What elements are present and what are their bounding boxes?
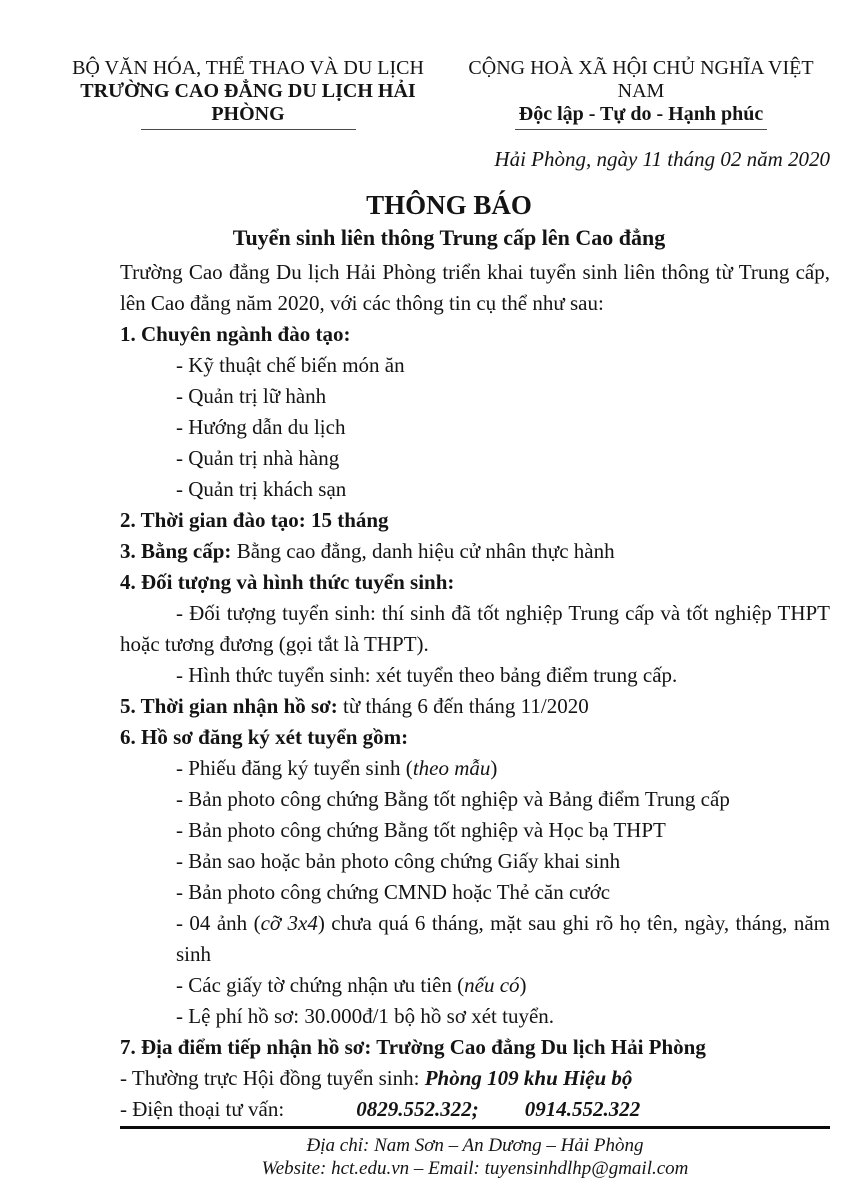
item-italic-note: theo mẫu xyxy=(412,756,491,780)
section-6-item: - Bản photo công chứng CMND hoặc Thẻ căn cước xyxy=(176,880,611,904)
section-1-item: - Kỹ thuật chế biến món ăn xyxy=(176,353,405,377)
footer-divider xyxy=(120,1126,830,1129)
section-1-item: - Quản trị lữ hành xyxy=(176,384,327,408)
phone-line xyxy=(120,1094,830,1125)
section-3-text: Bằng cao đẳng, danh hiệu cử nhân thực hành xyxy=(231,539,615,563)
section-3-line xyxy=(120,536,830,567)
item-text: ) xyxy=(490,756,498,780)
section-1-item: - Quản trị khách sạn xyxy=(176,477,347,501)
national-header-block xyxy=(454,57,828,130)
admission-council-label: - Thường trực Hội đồng tuyển sinh: xyxy=(120,1066,425,1090)
national-motto-line: Độc lập - Tự do - Hạnh phúc xyxy=(518,103,764,125)
section-6-item xyxy=(120,753,830,784)
phone-number-1: 0829.552.322; xyxy=(356,1097,479,1121)
admission-council-room: Phòng 109 khu Hiệu bộ xyxy=(424,1066,633,1090)
item-text: ) chưa quá 6 tháng, mặt sau ghi rõ họ tên, ngày, tháng, năm sinh xyxy=(176,911,830,966)
document-footer xyxy=(120,1126,830,1180)
section-6-item xyxy=(120,908,830,970)
national-name-line: CỘNG HOÀ XÃ HỘI CHỦ NGHĨA VIỆT NAM xyxy=(468,57,814,102)
document-header xyxy=(68,0,849,130)
org-ministry-name: BỘ VĂN HÓA, THỂ THAO VÀ DU LỊCH xyxy=(72,57,424,79)
section-4-item: - Đối tượng tuyển sinh: thí sinh đã tốt nghiệp Trung cấp và tốt nghiệp THPT hoặc tương đương (gọi tắt là THPT). xyxy=(120,601,830,656)
section-2-heading: 2. Thời gian đào tạo: 15 tháng xyxy=(120,508,389,532)
section-4-heading: 4. Đối tượng và hình thức tuyển sinh: xyxy=(120,570,455,594)
section-5-text: từ tháng 6 đến tháng 11/2020 xyxy=(337,694,589,718)
section-5-line xyxy=(120,691,830,722)
section-6-item: - Bản photo công chứng Bằng tốt nghiệp và Bảng điểm Trung cấp xyxy=(176,787,730,811)
section-1-item: - Quản trị nhà hàng xyxy=(176,446,340,470)
item-italic-note: nếu có xyxy=(464,973,520,997)
item-text: - Các giấy tờ chứng nhận ưu tiên ( xyxy=(176,973,465,997)
admission-council-line xyxy=(120,1063,830,1094)
section-6-item: - Bản photo công chứng Bằng tốt nghiệp và Học bạ THPT xyxy=(176,818,666,842)
item-text: - Phiếu đăng ký tuyển sinh ( xyxy=(176,756,413,780)
motto-underline xyxy=(515,129,767,130)
section-1-item: - Hướng dẫn du lịch xyxy=(176,415,346,439)
phone-number-2: 0914.552.322 xyxy=(524,1097,641,1121)
document-subtitle: Tuyển sinh liên thông Trung cấp lên Cao đẳng xyxy=(232,225,666,250)
item-italic-note: cỡ 3x4 xyxy=(260,911,318,935)
intro-paragraph: Trường Cao đẳng Du lịch Hải Phòng triển khai tuyển sinh liên thông từ Trung cấp, lên Cao đẳng năm 2020, với các thông tin cụ thể như sau: xyxy=(120,260,830,315)
org-underline xyxy=(141,129,356,130)
date-place-line: Hải Phòng, ngày 11 tháng 02 năm 2020 xyxy=(494,147,830,171)
org-school-name: TRƯỜNG CAO ĐẲNG DU LỊCH HẢI PHÒNG xyxy=(80,80,416,125)
section-4-item: - Hình thức tuyển sinh: xét tuyển theo bảng điểm trung cấp. xyxy=(176,663,678,687)
phone-label: - Điện thoại tư vấn: xyxy=(120,1097,285,1121)
section-3-heading: 3. Bằng cấp: xyxy=(120,539,232,563)
section-6-item: - Lệ phí hồ sơ: 30.000đ/1 bộ hồ sơ xét tuyển. xyxy=(176,1004,555,1028)
section-6-item: - Bản sao hoặc bản photo công chứng Giấy khai sinh xyxy=(176,849,621,873)
title-block xyxy=(68,190,830,253)
section-7-heading: 7. Địa điểm tiếp nhận hồ sơ: Trường Cao đẳng Du lịch Hải Phòng xyxy=(120,1035,706,1059)
item-text: ) xyxy=(519,973,527,997)
footer-address: Địa chỉ: Nam Sơn – An Dương – Hải Phòng xyxy=(306,1135,644,1156)
document-body xyxy=(120,257,830,1125)
item-text: - 04 ảnh ( xyxy=(176,911,261,935)
issuing-org-block xyxy=(68,57,428,130)
section-6-item xyxy=(120,970,830,1001)
section-5-heading: 5. Thời gian nhận hồ sơ: xyxy=(120,694,338,718)
section-1-heading: 1. Chuyên ngành đào tạo: xyxy=(120,322,351,346)
footer-website-email: Website: hct.edu.vn – Email: tuyensinhdlhp@gmail.com xyxy=(261,1158,689,1179)
section-6-heading: 6. Hồ sơ đăng ký xét tuyển gồm: xyxy=(120,725,409,749)
document-title: THÔNG BÁO xyxy=(366,190,532,220)
